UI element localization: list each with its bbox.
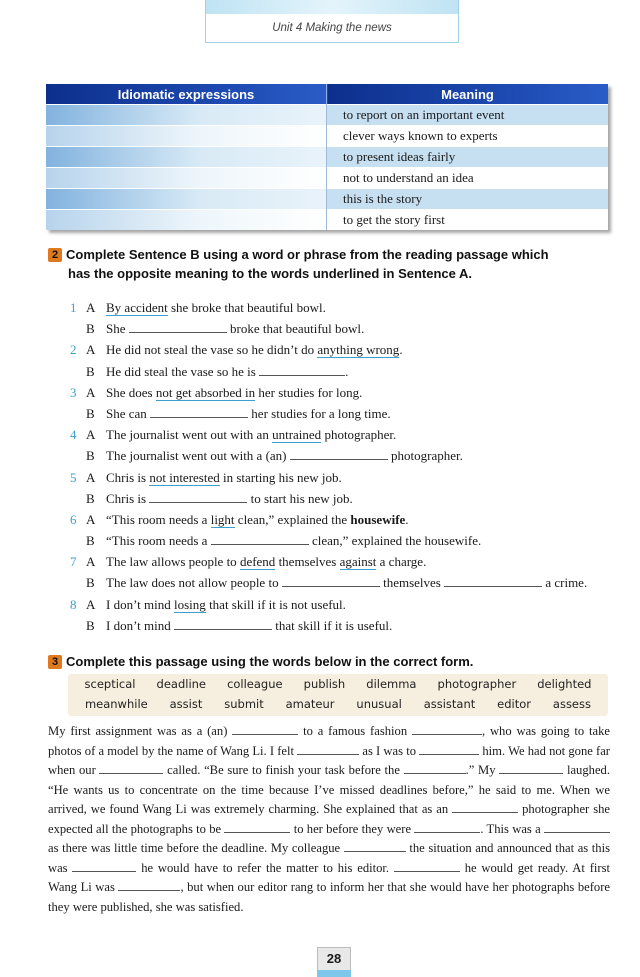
meaning-cell: clever ways known to experts (343, 128, 498, 143)
sentence-a: 8 A I don’t mind losing that skill if it is not useful. (70, 596, 346, 612)
sentence-b: B She can her studies for a long time. (86, 405, 391, 421)
column-header-meaning: Meaning (327, 84, 609, 105)
passage-blank[interactable] (224, 821, 290, 833)
page-number: 28 (317, 947, 351, 971)
passage-blank[interactable] (419, 743, 479, 755)
passage-blank[interactable] (412, 723, 482, 735)
sentence-b: B “This room needs a clean,” explained the housewife. (86, 533, 482, 549)
idiom-cell-blank[interactable] (46, 210, 327, 231)
word-bank-item: colleague (227, 677, 283, 691)
idiom-cell-blank[interactable] (46, 147, 327, 168)
word-bank-item: publish (303, 677, 346, 691)
idiom-cell-blank[interactable] (46, 105, 327, 126)
word-bank-row (68, 694, 608, 714)
column-header-idioms: Idiomatic expressions (46, 84, 327, 105)
passage-blank[interactable] (414, 821, 480, 833)
word-bank-row (68, 674, 608, 694)
sentence-b: B Chris is to start his new job. (86, 490, 353, 506)
answer-blank[interactable] (290, 447, 388, 460)
exercise-3-instruction: 3 Complete this passage using the words below in the correct form. (48, 652, 473, 671)
word-bank-item: submit (224, 697, 264, 711)
meaning-cell: this is the story (343, 191, 423, 206)
table-row (46, 147, 608, 168)
sentence-b: B I don’t mind that skill if it is useful. (86, 617, 393, 633)
sentence-b: B The journalist went out with a (an) photographer. (86, 448, 463, 464)
word-bank-item: meanwhile (84, 697, 148, 711)
answer-blank[interactable] (174, 617, 272, 630)
word-bank (68, 674, 608, 716)
answer-blank[interactable] (150, 405, 248, 418)
word-bank-item: photographer (437, 677, 517, 691)
sentence-b: B She broke that beautiful bowl. (86, 321, 365, 337)
unit-banner (205, 0, 459, 43)
answer-blank[interactable] (259, 363, 345, 376)
idiom-cell-blank[interactable] (46, 168, 327, 189)
word-bank-item: assistant (423, 697, 476, 711)
exercise-number-badge: 3 (48, 655, 62, 669)
sentence-a: 2 A He did not steal the vase so he didn’t do anything wrong. (70, 342, 403, 358)
passage-blank[interactable] (72, 860, 136, 872)
passage-blank[interactable] (404, 762, 466, 774)
sentence-b: B The law does not allow people to themselves a crime. (86, 575, 588, 591)
word-bank-item: dilemma (366, 677, 417, 691)
passage-blank[interactable] (394, 860, 460, 872)
idioms-table (46, 84, 608, 230)
word-bank-item: assess (552, 697, 591, 711)
passage-blank[interactable] (452, 801, 518, 813)
idiom-cell-blank[interactable] (46, 126, 327, 147)
passage-blank[interactable] (99, 762, 163, 774)
word-bank-item: assist (169, 697, 203, 711)
meaning-cell: to present ideas fairly (343, 149, 456, 164)
passage-blank[interactable] (344, 840, 406, 852)
table-row (46, 210, 608, 231)
sentence-a: 7 A The law allows people to defend themselves against a charge. (70, 554, 427, 570)
table-row (46, 105, 608, 126)
answer-blank[interactable] (149, 490, 247, 503)
word-bank-item: deadline (156, 677, 207, 691)
passage-blank[interactable] (232, 723, 298, 735)
answer-blank[interactable] (129, 320, 227, 333)
cloze-passage: My first assignment was as a (an) to a famous fashion , who was going to take photos of a model by the name of Wang Li. I felt as I was to him. We had not gone far when our called. “Be sure to finish your task before the .” My laughed. “He wants us to concentrate on the time because I’ve missed deadlines before,” he said to me. When we arrived, we found Wang Li was extremely charming. She explained that as an photographer she expected all the photographs to be to her before they were . This was a as there was little time before the deadline. My colleague the situation and announced that as this was he would have to refer the matter to his editor. he would get ready. At first Wang Li was , but when our editor rang to inform her that she would have her photographs before they were published, she was satisfied. (48, 724, 611, 914)
idiom-cell-blank[interactable] (46, 189, 327, 210)
sentence-a: 6 A “This room needs a light clean,” explained the housewife. (70, 511, 409, 527)
page-number-tab (317, 970, 351, 977)
meaning-cell: to get the story first (343, 212, 445, 227)
sentence-a: 3 A She does not get absorbed in her studies for long. (70, 384, 363, 400)
table-row (46, 168, 608, 189)
exercise-2-items (70, 297, 630, 636)
table-row (46, 189, 608, 210)
banner-decoration (206, 0, 458, 14)
word-bank-item: delighted (537, 677, 592, 691)
unit-title: Unit 4 Making the news (272, 22, 392, 34)
answer-blank[interactable] (444, 574, 542, 587)
exercise-2-instruction: 2 Complete Sentence B using a word or phrase from the reading passage which has the opposite meaning to the words underlined in Sentence A. (48, 245, 618, 283)
word-bank-item: unusual (356, 697, 402, 711)
meaning-cell: to report on an important event (343, 107, 505, 122)
table-row (46, 126, 608, 147)
sentence-a: 4 A The journalist went out with an untrained photographer. (70, 427, 397, 443)
passage-blank[interactable] (297, 743, 359, 755)
passage-blank[interactable] (118, 879, 180, 891)
passage-blank[interactable] (499, 762, 563, 774)
exercise-number-badge: 2 (48, 248, 62, 262)
passage-blank[interactable] (544, 821, 610, 833)
meaning-cell: not to understand an idea (343, 170, 474, 185)
word-bank-item: sceptical (84, 677, 136, 691)
word-bank-item: editor (497, 697, 532, 711)
sentence-b: B He did steal the vase so he is . (86, 363, 349, 379)
answer-blank[interactable] (282, 574, 380, 587)
word-bank-item: amateur (285, 697, 335, 711)
sentence-a: 1 A By accident she broke that beautiful bowl. (70, 300, 326, 315)
answer-blank[interactable] (211, 532, 309, 545)
sentence-a: 5 A Chris is not interested in starting his new job. (70, 469, 342, 485)
